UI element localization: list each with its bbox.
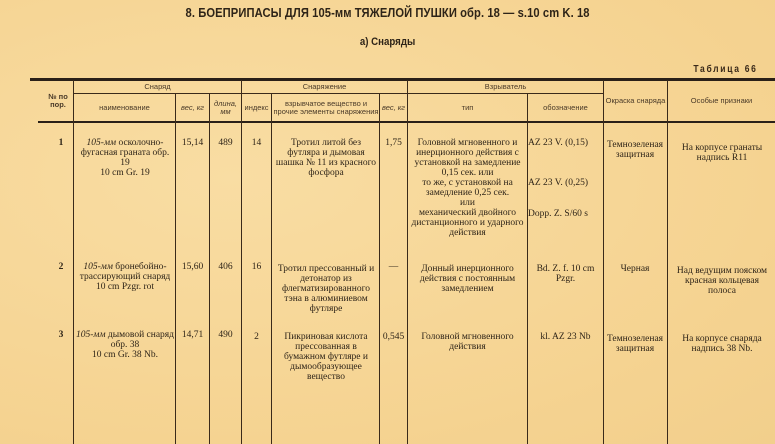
header-projectile: Снаряд: [144, 82, 171, 91]
explosive: Тротил литой без футляра и дымовая шашка № 11 из красного фосфора: [275, 138, 377, 178]
projectile-length: 490: [218, 330, 233, 340]
fuze-designation-3: Dopp. Z. S/60 s: [528, 209, 588, 219]
fuze-designation-1: Bd. Z. f. 10 cm Pzgr.: [536, 264, 595, 284]
features: Над ведущим пояском красная кольцевая полоса: [676, 266, 768, 296]
document-title: 8. БОЕПРИПАСЫ ДЛЯ 105-мм ТЯЖЕЛОЙ ПУШКИ обр. 18 — s.10 cm K. 18: [185, 5, 590, 20]
subheader-weight: вес, кг: [181, 102, 204, 112]
features: На корпусе снаряда надпись 38 Nb.: [682, 334, 762, 354]
fuze-type-text: механический двойного дистанционного и ударного действия: [411, 208, 524, 238]
col-divider: [271, 93, 272, 444]
row-number: 2: [58, 262, 64, 272]
name-ru: дымовой снаряд обр. 38: [107, 330, 174, 350]
caliber: 105-мм: [86, 138, 117, 148]
charge-weight: —: [388, 262, 399, 272]
name-de: 10 cm Pzgr. rot: [95, 282, 155, 292]
name-de: 10 cm Gr. 19: [100, 168, 150, 178]
fuze-type-text: то же, с установкой на замедление 0,25 сек.: [422, 178, 513, 198]
col-divider: [407, 80, 408, 444]
fuze-designation-2: AZ 23 V. (0,25): [528, 178, 589, 188]
charge-index: 14: [251, 138, 262, 148]
subheader-length: длина, мм: [214, 98, 237, 116]
header-charge: Снаряжение: [302, 82, 347, 91]
charge-weight: 1,75: [385, 138, 402, 148]
explosive: Тротил прессованный и детонатор из флегматизированного тэна в алюминиевом футляре: [277, 264, 375, 314]
row-number: 3: [58, 330, 64, 340]
caliber: 105-мм: [76, 330, 106, 340]
projectile-weight: 14,71: [181, 330, 204, 340]
fuze-type-text: Головной мгновенного и инерционного действия с установкой на замедление 0,15 сек. или: [414, 138, 521, 178]
paint: Темнозеленая защитная: [606, 140, 664, 160]
charge-weight: 0,545: [382, 332, 405, 342]
subheader-fuze-type: тип: [461, 102, 474, 112]
header-fuze: Взрыватель: [484, 82, 527, 91]
caliber: 105-мм: [83, 262, 113, 272]
subheader-name: наименование: [99, 102, 150, 112]
header-paint: Окраска снаряда: [605, 96, 666, 105]
fuze-type-text: или: [460, 198, 475, 208]
header-features: Особые признаки: [690, 96, 753, 105]
projectile-weight: 15,14: [181, 138, 204, 148]
projectile-name: [76, 138, 174, 178]
projectile-length: 406: [218, 262, 233, 272]
name-ru: осколочно-фугасная граната обр. 19: [80, 138, 170, 168]
explosive: Пикриновая кислота прессованная в бумажном футляре и дымообразующее вещество: [284, 332, 368, 382]
projectile-weight: 15,60: [181, 262, 204, 272]
col-divider: [603, 80, 604, 444]
row-number: 1: [58, 138, 64, 148]
subheader-fuze-designation: обозначение: [543, 102, 588, 112]
table-label: Таблица 66: [693, 64, 758, 75]
section-subtitle: а) Снаряды: [359, 36, 416, 48]
subheader-index: индекс: [244, 102, 269, 112]
paint: Черная: [620, 264, 650, 274]
charge-index: 16: [251, 262, 262, 272]
fuze-designation-1: AZ 23 V. (0,15): [528, 138, 589, 148]
features: На корпусе гранаты надпись R11: [681, 143, 763, 163]
fuze-type: Донный инерционного действия с постоянным замедлением: [419, 264, 516, 294]
col-divider: [73, 80, 74, 444]
subheader-charge-weight: вес, кг: [382, 102, 405, 112]
projectile-name: [76, 330, 174, 360]
projectile-length: 489: [218, 138, 233, 148]
fuze-designation-1: kl. AZ 23 Nb: [540, 332, 591, 342]
name-ru: бронебойно-трассирующий снаряд: [79, 262, 171, 282]
fuze-type: [409, 138, 526, 238]
col-divider: [667, 80, 668, 444]
projectile-name: [76, 262, 174, 292]
paint: Темнозеленая защитная: [606, 334, 664, 354]
subheader-explosive: взрывчатое вещество и прочие элементы снаряжения: [273, 98, 379, 116]
charge-index: 2: [254, 332, 259, 342]
name-de: 10 cm Gr. 38 Nb.: [92, 350, 158, 360]
header-number: № по пор.: [48, 92, 68, 109]
fuze-type: Головной мгновенного действия: [421, 332, 514, 352]
